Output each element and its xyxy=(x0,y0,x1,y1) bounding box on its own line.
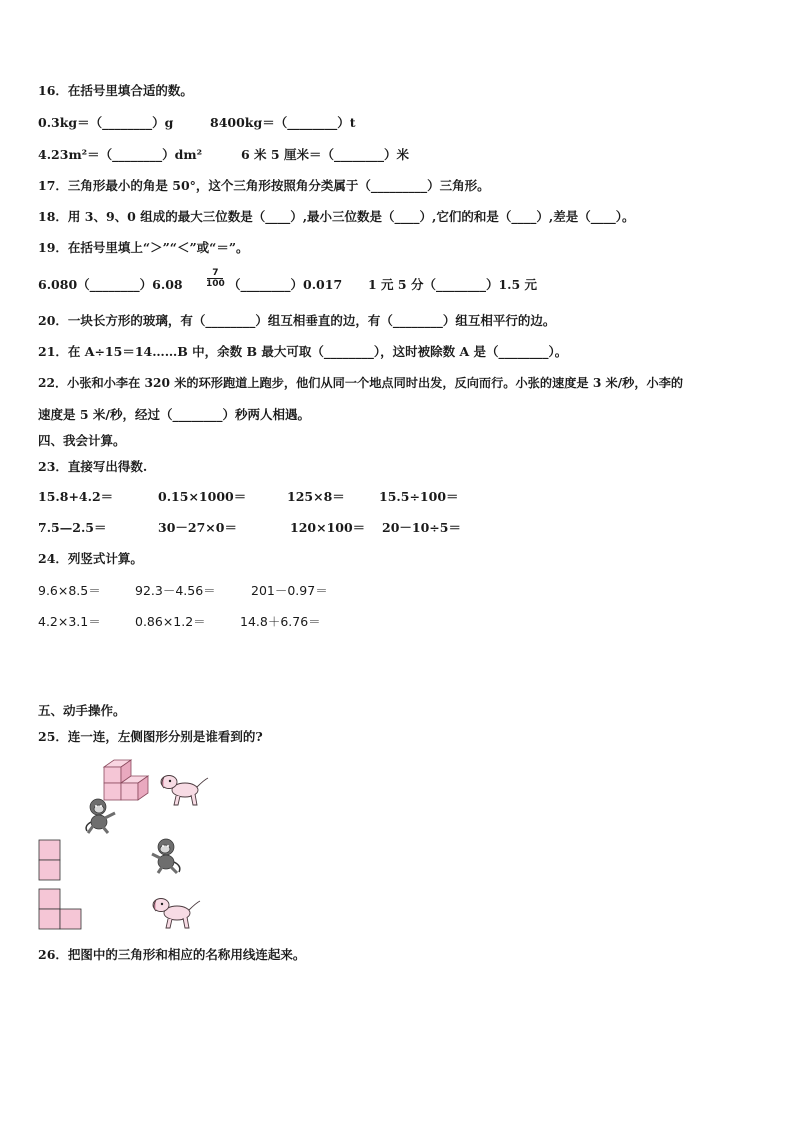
fraction-denominator: 100 xyxy=(206,279,225,289)
q24-item: 201－0.97＝ xyxy=(251,583,328,598)
q16-title: 16．在括号里填合适的数。 xyxy=(38,83,193,98)
q21-text: 21．在 A÷15＝14……B 中，余数 B 最大可取（________），这时被除数 A 是（________）。 xyxy=(38,344,568,359)
q17-text: 17．三角形最小的角是 50°，这个三角形按照角分类属于（_________）三角形。 xyxy=(38,178,490,193)
monkey-icon xyxy=(84,798,118,836)
q16-a: 0.3kg＝（________）g xyxy=(38,115,174,130)
q16-c: 4.23m²＝（________）dm² xyxy=(38,147,203,162)
q23-item: 120×100＝ xyxy=(290,520,366,535)
q23-row2 xyxy=(38,520,738,536)
q25-title: 25．连一连，左侧图形分别是谁看到的? xyxy=(38,729,263,744)
q19-a: 6.080（________）6.08 xyxy=(38,277,183,292)
q22-line1: 22．小张和小李在 320 米的环形跑道上跑步，他们从同一个地点同时出发，反向而行。小张的速度是 3 米/秒，小李的 xyxy=(38,376,684,390)
q16-d: 6 米 5 厘米＝（________）米 xyxy=(241,147,409,162)
section4-heading: 四、我会计算。 xyxy=(38,433,126,448)
section5-heading: 五、动手操作。 xyxy=(38,703,126,718)
q18-text: 18．用 3、9、0 组成的最大三位数是（____）,最小三位数是（____）,它们的和是（____）,差是（____）。 xyxy=(38,209,635,224)
fraction-numerator: 7 xyxy=(212,268,219,278)
q23-title: 23．直接写出得数. xyxy=(38,459,148,474)
q23-row1 xyxy=(38,489,738,505)
q24-item: 9.6×8.5＝ xyxy=(38,583,101,598)
q24-row1 xyxy=(38,583,738,599)
dog-icon xyxy=(150,893,202,931)
monkey-icon xyxy=(150,838,184,876)
q24-title: 24．列竖式计算。 xyxy=(38,551,143,566)
q23-item: 15.5÷100＝ xyxy=(379,489,459,504)
q20-text: 20．一块长方形的玻璃，有（________）组互相垂直的边，有（________）组互相平行的边。 xyxy=(38,313,556,328)
q23-item: 15.8+4.2＝ xyxy=(38,489,114,504)
two-square-view xyxy=(38,839,62,883)
q16-b: 8400kg＝（________）t xyxy=(210,115,356,130)
q23-item: 7.5—2.5＝ xyxy=(38,520,107,535)
q24-item: 14.8＋6.76＝ xyxy=(240,614,321,629)
q23-item: 30－27×0＝ xyxy=(158,520,237,535)
q24-row2 xyxy=(38,614,738,630)
q23-item: 125×8＝ xyxy=(287,489,345,504)
q19-c: 1 元 5 分（________）1.5 元 xyxy=(368,277,538,292)
q26-title: 26．把图中的三角形和相应的名称用线连起来。 xyxy=(38,947,306,962)
q19-fraction xyxy=(206,268,225,289)
q22-line2: 速度是 5 米/秒，经过（________）秒两人相遇。 xyxy=(38,407,310,422)
q24-item: 0.86×1.2＝ xyxy=(135,614,206,629)
q23-item: 20－10÷5＝ xyxy=(382,520,461,535)
q19-title: 19．在括号里填上“＞”“＜”或“＝”。 xyxy=(38,240,249,255)
q24-item: 92.3－4.56＝ xyxy=(135,583,216,598)
q19-row xyxy=(38,268,738,297)
dog-icon xyxy=(158,770,210,808)
q19-b: （________）0.017 xyxy=(228,277,343,292)
q24-item: 4.2×3.1＝ xyxy=(38,614,101,629)
q23-item: 0.15×1000＝ xyxy=(158,489,247,504)
l-shape-view xyxy=(38,888,84,932)
q16-row1 xyxy=(38,115,738,131)
q16-row2 xyxy=(38,147,738,163)
